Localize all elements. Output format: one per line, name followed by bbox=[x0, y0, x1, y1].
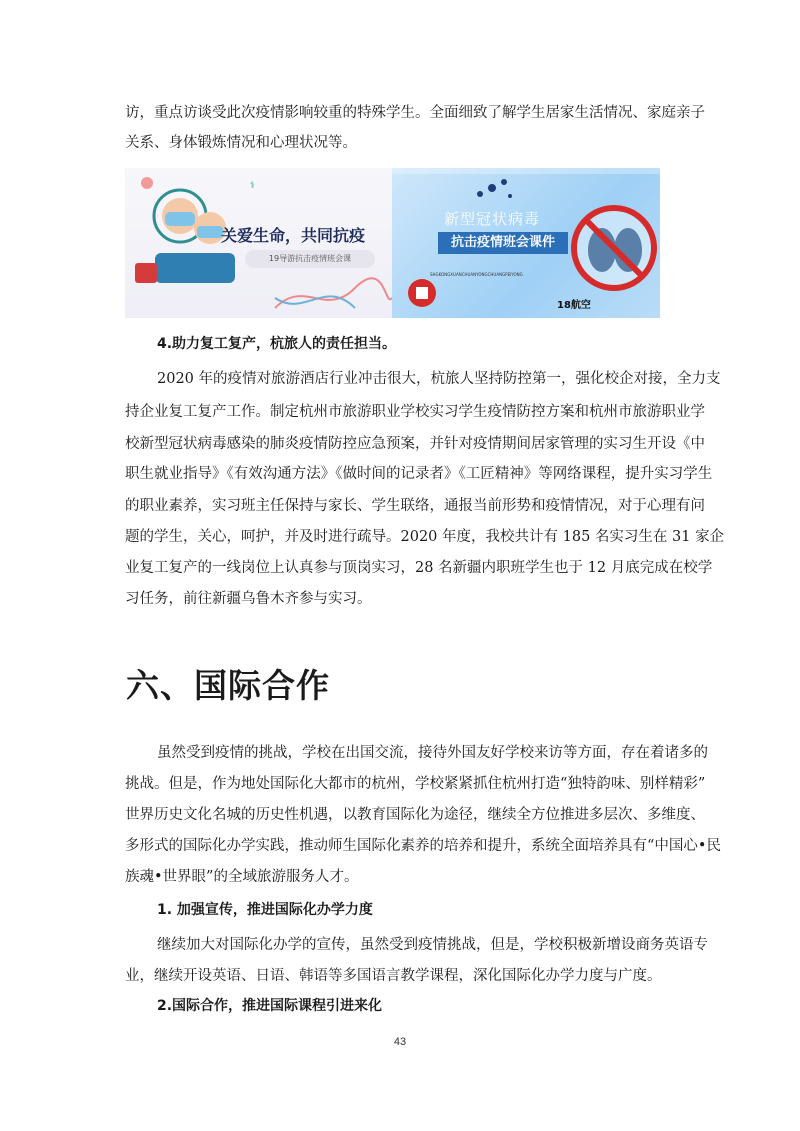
chapter-title: 六、国际合作 bbox=[126, 666, 330, 705]
banner-right-fineprint: SHGKONGXUANCHUANYONGCHUANGPEIYONG bbox=[430, 272, 523, 277]
banner-right-title-line1: 新型冠状病毒 bbox=[444, 210, 541, 228]
para1-line1: 访，重点访谈受此次疫情影响较重的特殊学生。全面细致了解学生居家生活情况、家庭亲子 bbox=[125, 105, 705, 121]
intro-line: 多形式的国际化办学实践，推动师生国际化素养的培养和提升，系统全面培养具有“中国心•民 bbox=[125, 838, 721, 854]
section4-line: 的职业素养，实习班主任保持与家长、学生联络，通报当前形势和疫情情况，对于心理有问 bbox=[125, 498, 705, 514]
section4-line: 校新型冠状病毒感染的肺炎疫情防控应急预案，并针对疫情期间居家管理的实习生开设《中 bbox=[125, 436, 705, 452]
sub1-heading: 1. 加强宣传，推进国际化办学力度 bbox=[157, 902, 373, 918]
intro-line: 虽然受到疫情的挑战，学校在出国交流，接待外国友好学校来访等方面，存在着诸多的 bbox=[157, 745, 708, 761]
svg-text:⚕: ⚕ bbox=[250, 181, 255, 191]
para1-line2: 关系、身体锻炼情况和心理状况等。 bbox=[125, 135, 357, 151]
banner-right-class-tag: 18航空 bbox=[557, 300, 591, 311]
banner-image-right bbox=[392, 168, 660, 318]
banner-left-title: 关爱生命，共同抗疫 bbox=[221, 226, 366, 245]
section4-line: 业复工复产的一线岗位上认真参与顶岗实习，28 名新疆内职班学生也于 12 月底完成在校学 bbox=[125, 560, 713, 576]
sub1-line: 继续加大对国际化办学的宣传，虽然受到疫情挑战，但是，学校积极新增设商务英语专 bbox=[157, 937, 708, 953]
intro-line: 族魂•世界眼”的全域旅游服务人才。 bbox=[125, 869, 359, 885]
page-number: 43 bbox=[393, 1036, 407, 1048]
section4-line: 持企业复工复产工作。制定杭州市旅游职业学校实习学生疫情防控方案和杭州市旅游职业学 bbox=[125, 404, 705, 420]
banner-right-title-line2: 抗击疫情班会课件 bbox=[438, 232, 568, 254]
section4-line: 习任务，前往新疆乌鲁木齐参与实习。 bbox=[125, 591, 372, 607]
banner-left-subtitle: 19导游抗击疫情班会课 bbox=[245, 250, 375, 268]
section4-line: 职生就业指导》《有效沟通方法》《做时间的记录者》《工匠精神》等网络课程，提升实习学生 bbox=[125, 466, 713, 482]
section4-line: 2020 年的疫情对旅游酒店行业冲击很大，杭旅人坚持防控第一，强化校企对接，全力支 bbox=[157, 371, 721, 387]
intro-line: 挑战。但是，作为地处国际化大都市的杭州，学校紧紧抓住杭州打造“独特韵味、别样精彩” bbox=[125, 776, 706, 792]
sub1-line: 业，继续开设英语、日语、韩语等多国语言教学课程，深化国际化办学力度与广度。 bbox=[125, 968, 662, 984]
section4-line: 题的学生，关心，呵护，并及时进行疏导。2020 年度，我校共计有 185 名实习生在 31 家企 bbox=[125, 529, 725, 545]
banner-image-left bbox=[125, 168, 392, 318]
section4-heading: 4.助力复工复产，杭旅人的责任担当。 bbox=[157, 336, 397, 352]
sub2-heading: 2.国际合作，推进国际课程引进来化 bbox=[157, 998, 383, 1014]
intro-line: 世界历史文化名城的历史性机遇，以教育国际化为途径，继续全方位推进多层次、多维度、 bbox=[125, 807, 705, 823]
